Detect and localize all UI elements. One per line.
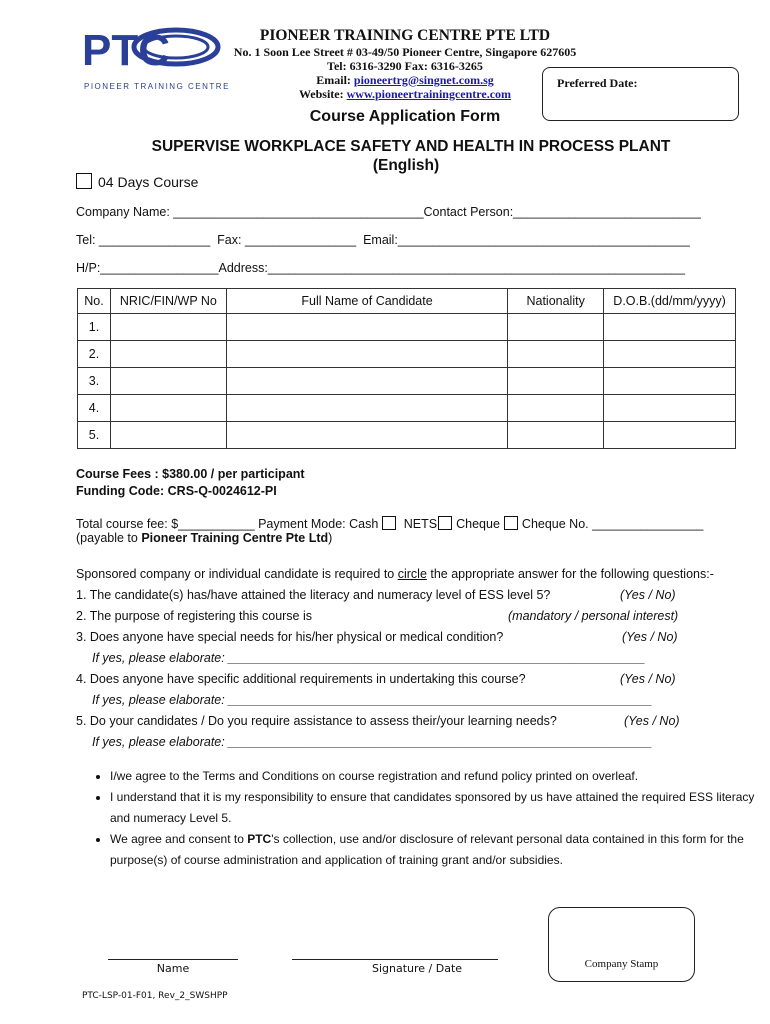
- candidate-table-header: [78, 289, 736, 314]
- term-item-1: • I/we agree to the Terms and Conditions on course registration and refund policy printed on overleaf.: [110, 766, 770, 787]
- term-item-2: • I understand that it is my responsibility to ensure that candidates sponsored by us have attained the required ESS literacy and numeracy Level 5.: [110, 787, 770, 829]
- fax-field[interactable]: Fax: ________________: [217, 233, 357, 247]
- tel-field[interactable]: Tel: ________________: [76, 233, 211, 247]
- row-number: 2.: [78, 341, 111, 368]
- row-number: 1.: [78, 314, 111, 341]
- total-fee-field[interactable]: Total course fee: $___________ Payment Mode: Cash: [76, 517, 379, 531]
- dob-cell[interactable]: [604, 341, 736, 368]
- dob-cell[interactable]: [604, 314, 736, 341]
- ptc-logo: [80, 20, 230, 95]
- nric-cell[interactable]: [110, 395, 226, 422]
- header-dob: D.O.B.(dd/mm/yyyy): [604, 289, 736, 314]
- nationality-cell[interactable]: [508, 368, 604, 395]
- nationality-cell[interactable]: [508, 395, 604, 422]
- dob-cell[interactable]: [604, 422, 736, 449]
- course-title-line2: (English): [372, 157, 440, 174]
- email-field[interactable]: Email:__________________________________________: [363, 233, 690, 247]
- dob-cell[interactable]: [604, 368, 736, 395]
- company-contact-row: [76, 205, 736, 219]
- name-label: Name: [156, 962, 190, 975]
- email-label: Email:: [316, 73, 354, 87]
- term-3-prefix: We agree and consent to: [110, 832, 248, 846]
- payable-suffix: ): [328, 531, 333, 545]
- contact-person-field[interactable]: Contact Person:___________________________: [423, 205, 701, 219]
- hp-address-row: [76, 261, 736, 275]
- name-cell[interactable]: [226, 422, 507, 449]
- hp-field[interactable]: H/P:_________________: [76, 261, 219, 275]
- fees-block: [76, 466, 305, 500]
- address-field[interactable]: Address:____________________________________________________________: [218, 261, 685, 275]
- name-line[interactable]: [108, 959, 238, 960]
- email-link[interactable]: pioneertrg@singnet.com.sg: [353, 73, 494, 87]
- table-row: [78, 368, 736, 395]
- funding-code: Funding Code: CRS-Q-0024612-PI: [76, 484, 277, 498]
- terms-list: [76, 766, 770, 871]
- term-3-suffix: 's collection, use and/or disclosure of relevant personal data contained in this form for the purpose(s) of course administration and application of training grant and/or subsidies.: [110, 832, 744, 867]
- nationality-cell[interactable]: [508, 314, 604, 341]
- nric-cell[interactable]: [110, 368, 226, 395]
- term-item-3: [110, 829, 770, 871]
- duration-label: 04 Days Course: [98, 174, 199, 190]
- question-4-answer[interactable]: (Yes / No): [620, 672, 676, 686]
- company-stamp-box[interactable]: [548, 907, 695, 982]
- company-website-line: [222, 87, 588, 101]
- nationality-cell[interactable]: [508, 422, 604, 449]
- course-title-line1: SUPERVISE WORKPLACE SAFETY AND HEALTH IN PROCESS PLANT: [151, 138, 671, 155]
- dob-cell[interactable]: [604, 395, 736, 422]
- nets-label: NETS: [403, 517, 438, 531]
- nets-checkbox[interactable]: [438, 516, 452, 530]
- tel-fax-email-row: [76, 233, 736, 247]
- name-cell[interactable]: [226, 368, 507, 395]
- company-address: No. 1 Soon Lee Street # 03-49/50 Pioneer Centre, Singapore 627605: [233, 45, 577, 59]
- question-4-elaborate[interactable]: If yes, please elaborate: _____________________________________________________________: [92, 693, 653, 707]
- table-row: [78, 422, 736, 449]
- nric-cell[interactable]: [110, 341, 226, 368]
- cheque-label: Cheque: [456, 517, 500, 531]
- question-5-answer[interactable]: (Yes / No): [624, 714, 680, 728]
- table-row: [78, 395, 736, 422]
- company-name-field[interactable]: Company Name: ____________________________________: [76, 205, 424, 219]
- payable-name: Pioneer Training Centre Pte Ltd: [141, 531, 329, 545]
- question-3-answer[interactable]: (Yes / No): [622, 630, 678, 644]
- duration-checkbox[interactable]: [76, 173, 92, 189]
- logo-letters: PTC: [82, 26, 170, 75]
- row-number: 4.: [78, 395, 111, 422]
- header-no: No.: [78, 289, 111, 314]
- question-2: 2. The purpose of registering this course is: [76, 609, 313, 623]
- cheque-checkbox[interactable]: [504, 516, 518, 530]
- term-3-bold: PTC: [247, 832, 272, 846]
- intro-circle: circle: [397, 567, 427, 581]
- header-nationality: Nationality: [508, 289, 604, 314]
- question-5-elaborate[interactable]: If yes, please elaborate: _____________________________________________________________: [92, 735, 653, 749]
- footer-code: PTC-LSP-01-F01, Rev_2_SWSHPP: [82, 991, 228, 1001]
- payable-prefix: (payable to: [76, 531, 142, 545]
- questions-intro: [76, 567, 714, 581]
- signature-label: Signature / Date: [371, 962, 463, 975]
- question-3: 3. Does anyone have special needs for his/her physical or medical condition?: [76, 630, 504, 644]
- company-email-line: [222, 73, 588, 87]
- header-nric: NRIC/FIN/WP No: [110, 289, 226, 314]
- question-2-answer[interactable]: (mandatory / personal interest): [508, 609, 679, 623]
- company-header: [222, 26, 588, 101]
- name-cell[interactable]: [226, 395, 507, 422]
- candidate-table: [77, 288, 736, 449]
- row-number: 5.: [78, 422, 111, 449]
- question-3-elaborate[interactable]: If yes, please elaborate: ____________________________________________________________: [92, 651, 646, 665]
- payment-row: [76, 516, 736, 531]
- logo-subtitle: PIONEER TRAINING CENTRE: [84, 82, 230, 91]
- website-link[interactable]: www.pioneertrainingcentre.com: [346, 87, 512, 101]
- question-1-answer[interactable]: (Yes / No): [620, 588, 676, 602]
- header-full-name: Full Name of Candidate: [226, 289, 507, 314]
- cheque-no-field[interactable]: Cheque No. ________________: [521, 517, 704, 531]
- preferred-date-label: Preferred Date:: [557, 76, 638, 90]
- company-stamp-label: Company Stamp: [584, 958, 659, 970]
- nationality-cell[interactable]: [508, 341, 604, 368]
- form-title: Course Application Form: [309, 108, 501, 125]
- company-name: PIONEER TRAINING CENTRE PTE LTD: [259, 27, 551, 44]
- intro-prefix: Sponsored company or individual candidate is required to: [76, 567, 398, 581]
- name-cell[interactable]: [226, 341, 507, 368]
- duration-option: [76, 173, 198, 190]
- table-row: [78, 314, 736, 341]
- intro-suffix: the appropriate answer for the following questions:-: [426, 567, 714, 581]
- question-5: 5. Do your candidates / Do you require assistance to assess their/your learning needs?: [76, 714, 557, 728]
- row-number: 3.: [78, 368, 111, 395]
- cash-checkbox[interactable]: [382, 516, 396, 530]
- nric-cell[interactable]: [110, 314, 226, 341]
- signature-line[interactable]: [292, 959, 498, 960]
- payable-to: [76, 531, 736, 545]
- nric-cell[interactable]: [110, 422, 226, 449]
- name-cell[interactable]: [226, 314, 507, 341]
- website-label: Website:: [298, 87, 347, 101]
- question-4: 4. Does anyone have specific additional requirements in undertaking this course?: [76, 672, 526, 686]
- company-tel-fax: Tel: 6316-3290 Fax: 6316-3265: [327, 59, 483, 73]
- course-fees: Course Fees : $380.00 / per participant: [76, 467, 305, 481]
- question-1: 1. The candidate(s) has/have attained the literacy and numeracy level of ESS level 5?: [76, 588, 551, 602]
- table-row: [78, 341, 736, 368]
